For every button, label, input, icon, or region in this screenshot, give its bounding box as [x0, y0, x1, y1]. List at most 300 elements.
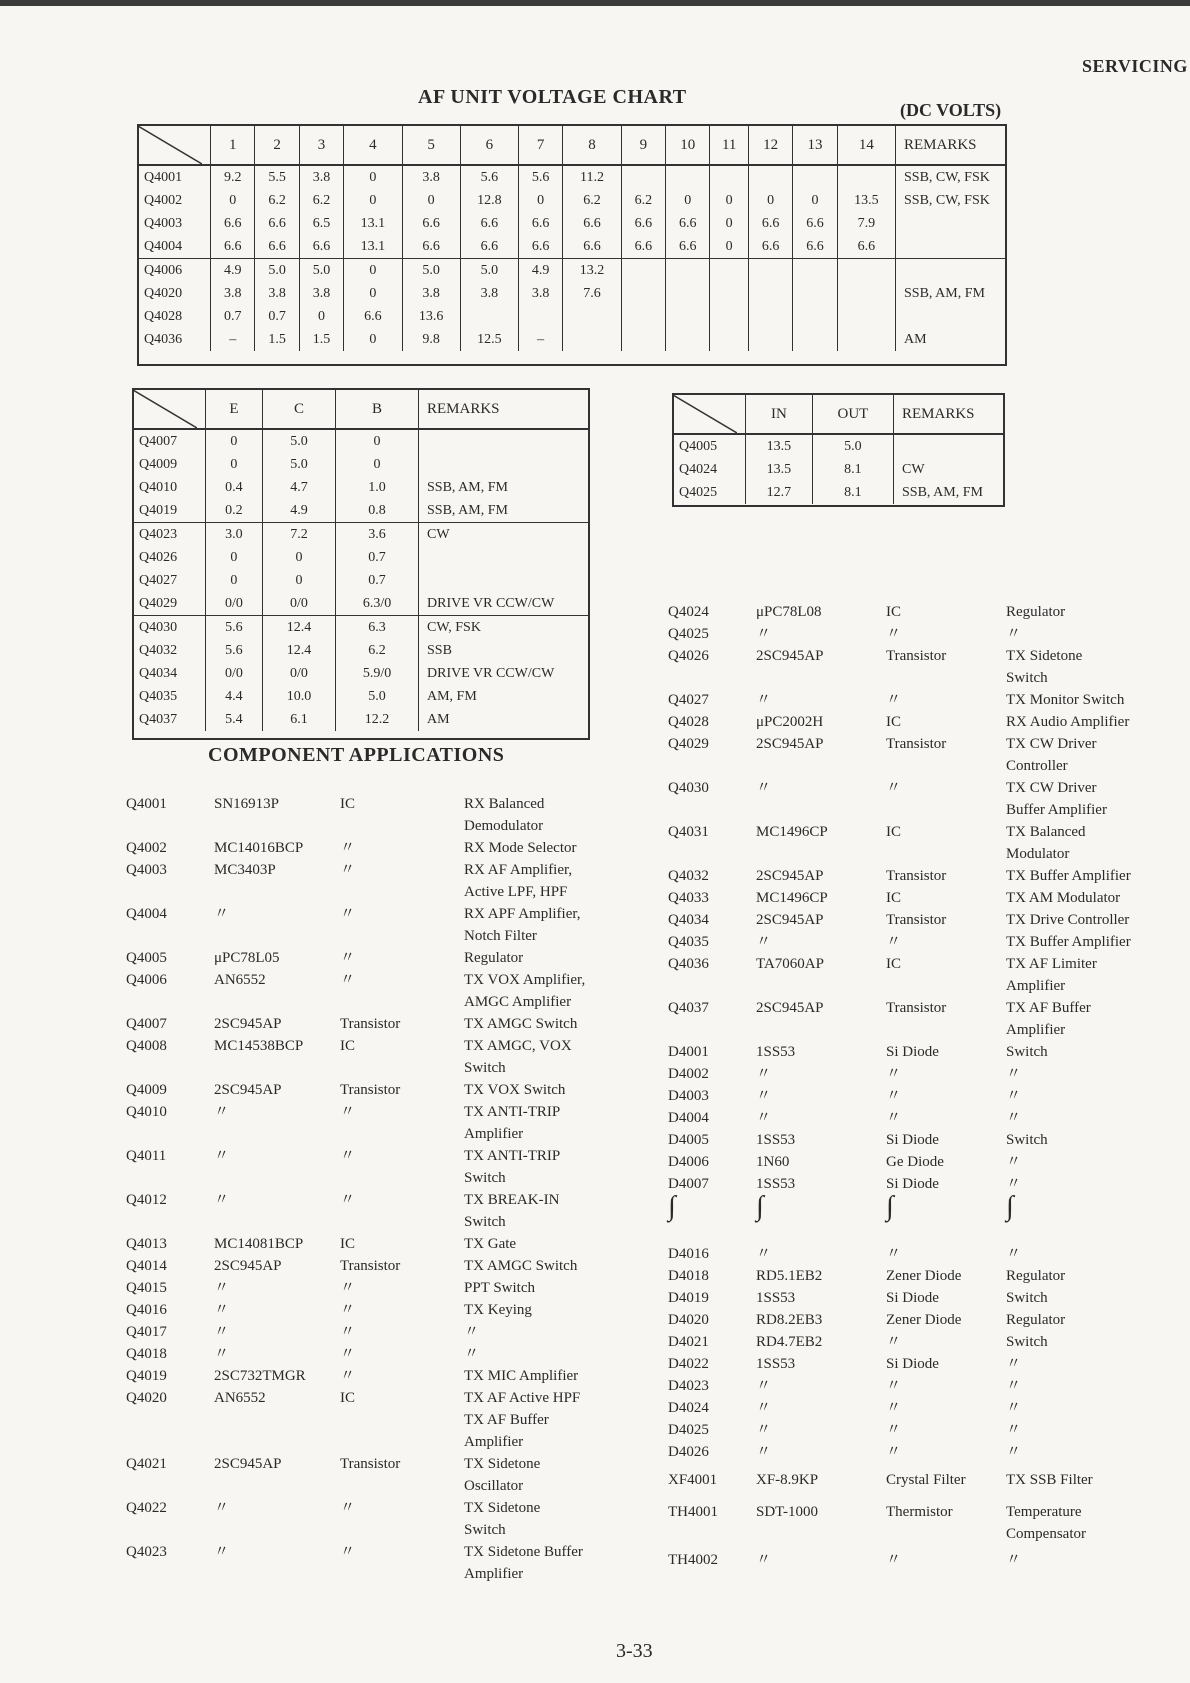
table-row: [673, 458, 1004, 481]
part-number: MC14016BCP: [214, 840, 304, 856]
column-header: 5: [402, 126, 460, 165]
column-header: 12: [748, 126, 792, 165]
part-number: 1SS53: [756, 1044, 796, 1060]
ref-designator: Q4027: [668, 692, 709, 708]
part-number: MC3403P: [214, 862, 276, 878]
table-row: [138, 165, 1006, 189]
component-type: 〃: [886, 780, 902, 796]
application: Switch: [1006, 1132, 1048, 1148]
column-header: C: [262, 390, 335, 429]
ref-designator: D4018: [668, 1268, 709, 1284]
voltage-table-1: [138, 126, 1006, 351]
ref-designator: D4002: [668, 1066, 709, 1082]
ref-designator: Q4028: [668, 714, 709, 730]
part-number: μPC2002H: [756, 714, 824, 730]
ref-designator: Q4017: [126, 1324, 167, 1340]
application: TX Buffer Amplifier: [1006, 868, 1131, 884]
table-row: [133, 546, 589, 569]
cell-value: [748, 165, 792, 189]
cell-value: [621, 259, 665, 283]
component-type: 〃: [340, 1192, 356, 1208]
cell-value: 5.9/0: [336, 662, 419, 685]
cell-value: 0: [262, 546, 335, 569]
part-number: μPC78L08: [756, 604, 822, 620]
ref-designator: Q4007: [126, 1016, 167, 1032]
column-header: 4: [344, 126, 402, 165]
ref-designator: Q4006: [126, 972, 167, 988]
cell-value: 9.2: [211, 165, 255, 189]
component-type: 〃: [886, 1378, 902, 1394]
cell-value: 12.8: [460, 189, 518, 212]
ref-designator: Q4014: [126, 1258, 167, 1274]
ref-designator: Q4036: [668, 956, 709, 972]
cell-value: 0: [344, 282, 402, 305]
ref-designator: D4019: [668, 1290, 709, 1306]
cell-value: 13.1: [344, 235, 402, 259]
table-row: [133, 662, 589, 685]
application: TX ANTI-TRIP: [464, 1104, 561, 1120]
cell-value: [837, 165, 895, 189]
cell-value: 0.7: [336, 546, 419, 569]
part-number: RD8.2EB3: [756, 1312, 823, 1328]
ref-designator: Q4035: [668, 934, 709, 950]
component-type: 〃: [886, 1444, 902, 1460]
cell-value: 13.5: [746, 434, 813, 458]
application: Amplifier: [464, 1566, 524, 1582]
cell-value: 6.6: [460, 212, 518, 235]
part-number: MC14538BCP: [214, 1038, 304, 1054]
header-diagonal-line: [138, 126, 202, 164]
part-number: 2SC945AP: [756, 912, 824, 928]
component-type: Si Diode: [886, 1290, 939, 1306]
component-type: Zener Diode: [886, 1312, 962, 1328]
part-number: 〃: [214, 1346, 230, 1362]
cell-value: 0: [344, 165, 402, 189]
cell-value: 13.5: [746, 458, 813, 481]
component-type: Ge Diode: [886, 1154, 944, 1170]
header-row: [673, 395, 1004, 434]
column-header: 7: [518, 126, 562, 165]
component-type: IC: [886, 604, 901, 620]
cell-value: 7.2: [262, 523, 335, 547]
ref-designator: D4020: [668, 1312, 709, 1328]
right-component-list: [668, 601, 1178, 1601]
application: 〃: [464, 1324, 480, 1340]
component-type: IC: [340, 1390, 355, 1406]
part-number: 2SC945AP: [756, 736, 824, 752]
component-type: 〃: [340, 1104, 356, 1120]
application: Switch: [1006, 1044, 1048, 1060]
component-type: Transistor: [340, 1016, 401, 1032]
row-label: Q4002: [144, 192, 183, 208]
cell-value: 6.5: [299, 212, 343, 235]
application: TX MIC Amplifier: [464, 1368, 579, 1384]
cell-value: 4.7: [262, 476, 335, 499]
cell-value: 0: [344, 259, 402, 283]
cell-value: 5.0: [812, 434, 893, 458]
ref-designator: Q4025: [668, 626, 709, 642]
cell-value: 6.6: [402, 235, 460, 259]
ref-designator: D4001: [668, 1044, 709, 1060]
cell-value: 6.6: [563, 235, 621, 259]
column-header: 3: [299, 126, 343, 165]
cell-value: 6.6: [344, 305, 402, 328]
component-type: Si Diode: [886, 1132, 939, 1148]
cell-value: 6.6: [748, 212, 792, 235]
cell-value: 1.5: [255, 328, 299, 351]
cell-value: 0: [206, 453, 263, 476]
part-number: 〃: [756, 1066, 772, 1082]
component-type: Transistor: [340, 1258, 401, 1274]
row-remark: CW, FSK: [419, 616, 590, 640]
cell-value: 3.8: [402, 282, 460, 305]
part-number: 2SC945AP: [756, 868, 824, 884]
ref-designator: Q4011: [126, 1148, 167, 1164]
ref-designator: TH4002: [668, 1552, 718, 1568]
column-header: 10: [666, 126, 710, 165]
table-row: [133, 685, 589, 708]
table-row: [133, 708, 589, 731]
ref-designator: Q4022: [126, 1500, 167, 1516]
cell-value: [710, 282, 748, 305]
component-type: 〃: [886, 1246, 902, 1262]
row-label: Q4036: [144, 331, 183, 347]
cell-value: 0.7: [255, 305, 299, 328]
cell-value: 3.8: [211, 282, 255, 305]
component-type: 〃: [886, 1066, 902, 1082]
application: 〃: [1006, 1356, 1022, 1372]
row-remark: AM: [419, 708, 590, 731]
cell-value: 3.8: [299, 165, 343, 189]
row-remark: [896, 235, 1007, 259]
table-row: [133, 523, 589, 547]
column-header: 9: [621, 126, 665, 165]
application: Compensator: [1006, 1526, 1086, 1542]
ref-designator: Q4008: [126, 1038, 167, 1054]
remarks-header: REMARKS: [896, 126, 1007, 165]
application: Notch Filter: [464, 928, 537, 944]
column-header: E: [206, 390, 263, 429]
cell-value: 3.8: [518, 282, 562, 305]
ref-designator: Q4026: [668, 648, 709, 664]
application: 〃: [1006, 1444, 1022, 1460]
table-row: [133, 476, 589, 499]
cell-value: [563, 305, 621, 328]
component-type: 〃: [340, 1280, 356, 1296]
component-type: Transistor: [886, 1000, 947, 1016]
part-number: 〃: [756, 1110, 772, 1126]
column-header: 14: [837, 126, 895, 165]
ref-designator: TH4001: [668, 1504, 718, 1520]
application: RX Mode Selector: [464, 840, 577, 856]
row-label: Q4026: [139, 549, 178, 565]
part-number: 〃: [756, 934, 772, 950]
ref-designator: Q4005: [126, 950, 167, 966]
cell-value: 5.5: [255, 165, 299, 189]
cell-value: 11.2: [563, 165, 621, 189]
ref-designator: D4022: [668, 1356, 709, 1372]
ref-designator: D4007: [668, 1176, 709, 1192]
component-type: Transistor: [886, 736, 947, 752]
ref-designator: D4023: [668, 1378, 709, 1394]
component-type: ∫: [886, 1191, 894, 1222]
application: Regulator: [1006, 604, 1066, 620]
cell-value: 0: [518, 189, 562, 212]
application: 〃: [1006, 1246, 1022, 1262]
chart-title: AF UNIT VOLTAGE CHART: [418, 86, 687, 108]
cell-value: [666, 165, 710, 189]
row-remark: SSB, AM, FM: [419, 499, 590, 523]
part-number: 1SS53: [756, 1176, 796, 1192]
part-number: 〃: [214, 1324, 230, 1340]
cell-value: 0: [402, 189, 460, 212]
cell-value: 0.4: [206, 476, 263, 499]
cell-value: [748, 259, 792, 283]
remarks-header: REMARKS: [894, 395, 1005, 434]
component-type: 〃: [340, 862, 356, 878]
ref-designator: Q4029: [668, 736, 709, 752]
cell-value: 0: [206, 569, 263, 592]
application: PPT Switch: [464, 1280, 535, 1296]
table-row: [138, 282, 1006, 305]
row-remark: [896, 259, 1007, 283]
application: Amplifier: [464, 1126, 524, 1142]
column-header: 2: [255, 126, 299, 165]
column-header: 1: [211, 126, 255, 165]
row-label: Q4007: [139, 433, 178, 449]
component-type: 〃: [886, 1400, 902, 1416]
cell-value: 0: [793, 189, 837, 212]
column-header: 6: [460, 126, 518, 165]
cell-value: 1.0: [336, 476, 419, 499]
cell-value: 9.8: [402, 328, 460, 351]
cell-value: [666, 259, 710, 283]
application: RX Audio Amplifier: [1006, 714, 1130, 730]
cell-value: 6.6: [748, 235, 792, 259]
row-remark: DRIVE VR CCW/CW: [419, 592, 590, 616]
cell-value: 5.0: [460, 259, 518, 283]
component-type: 〃: [886, 626, 902, 642]
ref-designator: D4021: [668, 1334, 709, 1350]
cell-value: [748, 328, 792, 351]
row-remark: [419, 429, 590, 453]
column-header: 11: [710, 126, 748, 165]
part-number: 1SS53: [756, 1132, 796, 1148]
header-diagonal-line: [133, 390, 197, 428]
application: Controller: [1006, 758, 1068, 774]
component-type: Si Diode: [886, 1356, 939, 1372]
application: Temperature: [1006, 1504, 1082, 1520]
ref-designator: Q4013: [126, 1236, 167, 1252]
application: Oscillator: [464, 1478, 524, 1494]
cell-value: 5.0: [262, 453, 335, 476]
application: Demodulator: [464, 818, 544, 834]
application: TX Sidetone: [464, 1500, 541, 1516]
ref-designator: D4005: [668, 1132, 709, 1148]
ref-designator: Q4004: [126, 906, 167, 922]
application: Amplifier: [464, 1434, 524, 1450]
part-number: 〃: [214, 1500, 230, 1516]
cell-value: 6.6: [621, 212, 665, 235]
cell-value: 0: [262, 569, 335, 592]
cell-value: 12.2: [336, 708, 419, 731]
row-remark: SSB, CW, FSK: [896, 189, 1007, 212]
application: 〃: [1006, 1552, 1022, 1568]
part-number: 〃: [214, 906, 230, 922]
application: TX AF Limiter: [1006, 956, 1097, 972]
part-number: XF-8.9KP: [756, 1472, 819, 1488]
ref-designator: D4024: [668, 1400, 709, 1416]
cell-value: 0.7: [211, 305, 255, 328]
part-number: 2SC732TMGR: [214, 1368, 306, 1384]
cell-value: [621, 305, 665, 328]
row-remark: AM: [896, 328, 1007, 351]
cell-value: [793, 259, 837, 283]
application: Switch: [464, 1522, 506, 1538]
row-remark: DRIVE VR CCW/CW: [419, 662, 590, 685]
application: Amplifier: [1006, 1022, 1066, 1038]
component-type: 〃: [340, 1324, 356, 1340]
cell-value: 6.6: [255, 212, 299, 235]
cell-value: [710, 165, 748, 189]
application: 〃: [464, 1346, 480, 1362]
cell-value: 6.6: [563, 212, 621, 235]
ref-designator: D4006: [668, 1154, 709, 1170]
header-row: [133, 390, 589, 429]
application: TX ANTI-TRIP: [464, 1148, 561, 1164]
part-number: 〃: [756, 626, 772, 642]
row-label: Q4027: [139, 572, 178, 588]
cell-value: 8.1: [812, 481, 893, 504]
table-row: [138, 305, 1006, 328]
table-row: [138, 328, 1006, 351]
row-label: Q4024: [679, 461, 718, 477]
ref-designator: Q4024: [668, 604, 709, 620]
application: TX Sidetone: [1006, 648, 1083, 664]
component-type: 〃: [340, 972, 356, 988]
component-type: IC: [886, 714, 901, 730]
part-number: 〃: [214, 1148, 230, 1164]
cell-value: 6.6: [402, 212, 460, 235]
cell-value: 13.1: [344, 212, 402, 235]
application: TX VOX Switch: [464, 1082, 566, 1098]
part-number: SN16913P: [214, 796, 280, 812]
application: TX Sidetone: [464, 1456, 541, 1472]
ref-designator: Q4033: [668, 890, 709, 906]
cell-value: 13.5: [837, 189, 895, 212]
part-number: 〃: [756, 692, 772, 708]
row-label: Q4029: [139, 595, 178, 611]
application: TX CW Driver: [1006, 736, 1097, 752]
cell-value: 0: [666, 189, 710, 212]
cell-value: 6.6: [793, 235, 837, 259]
application: TX Balanced: [1006, 824, 1086, 840]
cell-value: –: [211, 328, 255, 351]
application: TX SSB Filter: [1006, 1472, 1093, 1488]
row-remark: SSB, AM, FM: [896, 282, 1007, 305]
application: TX Monitor Switch: [1006, 692, 1125, 708]
part-number: MC1496CP: [756, 890, 828, 906]
cell-value: 5.0: [402, 259, 460, 283]
application: TX BREAK-IN: [464, 1192, 560, 1208]
ref-designator: Q4010: [126, 1104, 167, 1120]
cell-value: 5.6: [460, 165, 518, 189]
cell-value: 0: [211, 189, 255, 212]
row-remark: [894, 434, 1005, 458]
cell-value: [837, 328, 895, 351]
component-type: Crystal Filter: [886, 1472, 966, 1488]
application: ∫: [1006, 1191, 1014, 1222]
ref-designator: Q4012: [126, 1192, 167, 1208]
cell-value: 12.4: [262, 639, 335, 662]
header-diagonal-line: [673, 395, 737, 433]
cell-value: 5.6: [518, 165, 562, 189]
left-component-list: [126, 793, 626, 1593]
ref-designator: Q4001: [126, 796, 167, 812]
component-type: 〃: [340, 1346, 356, 1362]
cell-value: [710, 259, 748, 283]
application: Switch: [464, 1170, 506, 1186]
cell-value: 0: [344, 328, 402, 351]
component-type: IC: [886, 956, 901, 972]
cell-value: 5.0: [255, 259, 299, 283]
table-row: [138, 259, 1006, 283]
component-type: Transistor: [886, 868, 947, 884]
ref-designator: D4025: [668, 1422, 709, 1438]
cell-value: 12.7: [746, 481, 813, 504]
row-remark: SSB, AM, FM: [419, 476, 590, 499]
application: 〃: [1006, 1176, 1022, 1192]
row-label: Q4028: [144, 308, 183, 324]
component-type: 〃: [340, 1500, 356, 1516]
cell-value: 5.4: [206, 708, 263, 731]
application: Switch: [464, 1060, 506, 1076]
component-type: Thermistor: [886, 1504, 953, 1520]
component-type: IC: [340, 796, 355, 812]
cell-value: 0: [710, 235, 748, 259]
cell-value: 0.2: [206, 499, 263, 523]
voltage-table-3: [673, 395, 1004, 504]
part-number: 〃: [756, 1444, 772, 1460]
cell-value: [710, 305, 748, 328]
top-rule: [0, 0, 1190, 6]
cell-value: 6.6: [621, 235, 665, 259]
application: 〃: [1006, 1400, 1022, 1416]
component-type: 〃: [340, 950, 356, 966]
application: TX VOX Amplifier,: [464, 972, 586, 988]
ref-designator: Q4015: [126, 1280, 167, 1296]
table-row: [133, 592, 589, 616]
component-type: 〃: [886, 1334, 902, 1350]
ref-designator: Q4002: [126, 840, 167, 856]
component-type: 〃: [886, 692, 902, 708]
table-row: [138, 235, 1006, 259]
application: 〃: [1006, 1154, 1022, 1170]
cell-value: 6.3/0: [336, 592, 419, 616]
cell-value: 1.5: [299, 328, 343, 351]
cell-value: [518, 305, 562, 328]
cell-value: 5.0: [299, 259, 343, 283]
application: Buffer Amplifier: [1006, 802, 1107, 818]
ref-designator: Q4018: [126, 1346, 167, 1362]
column-header: 13: [793, 126, 837, 165]
part-number: 2SC945AP: [214, 1456, 282, 1472]
cell-value: [837, 282, 895, 305]
column-header: IN: [746, 395, 813, 434]
row-label: Q4025: [679, 484, 718, 500]
table-row: [133, 569, 589, 592]
part-number: RD5.1EB2: [756, 1268, 823, 1284]
